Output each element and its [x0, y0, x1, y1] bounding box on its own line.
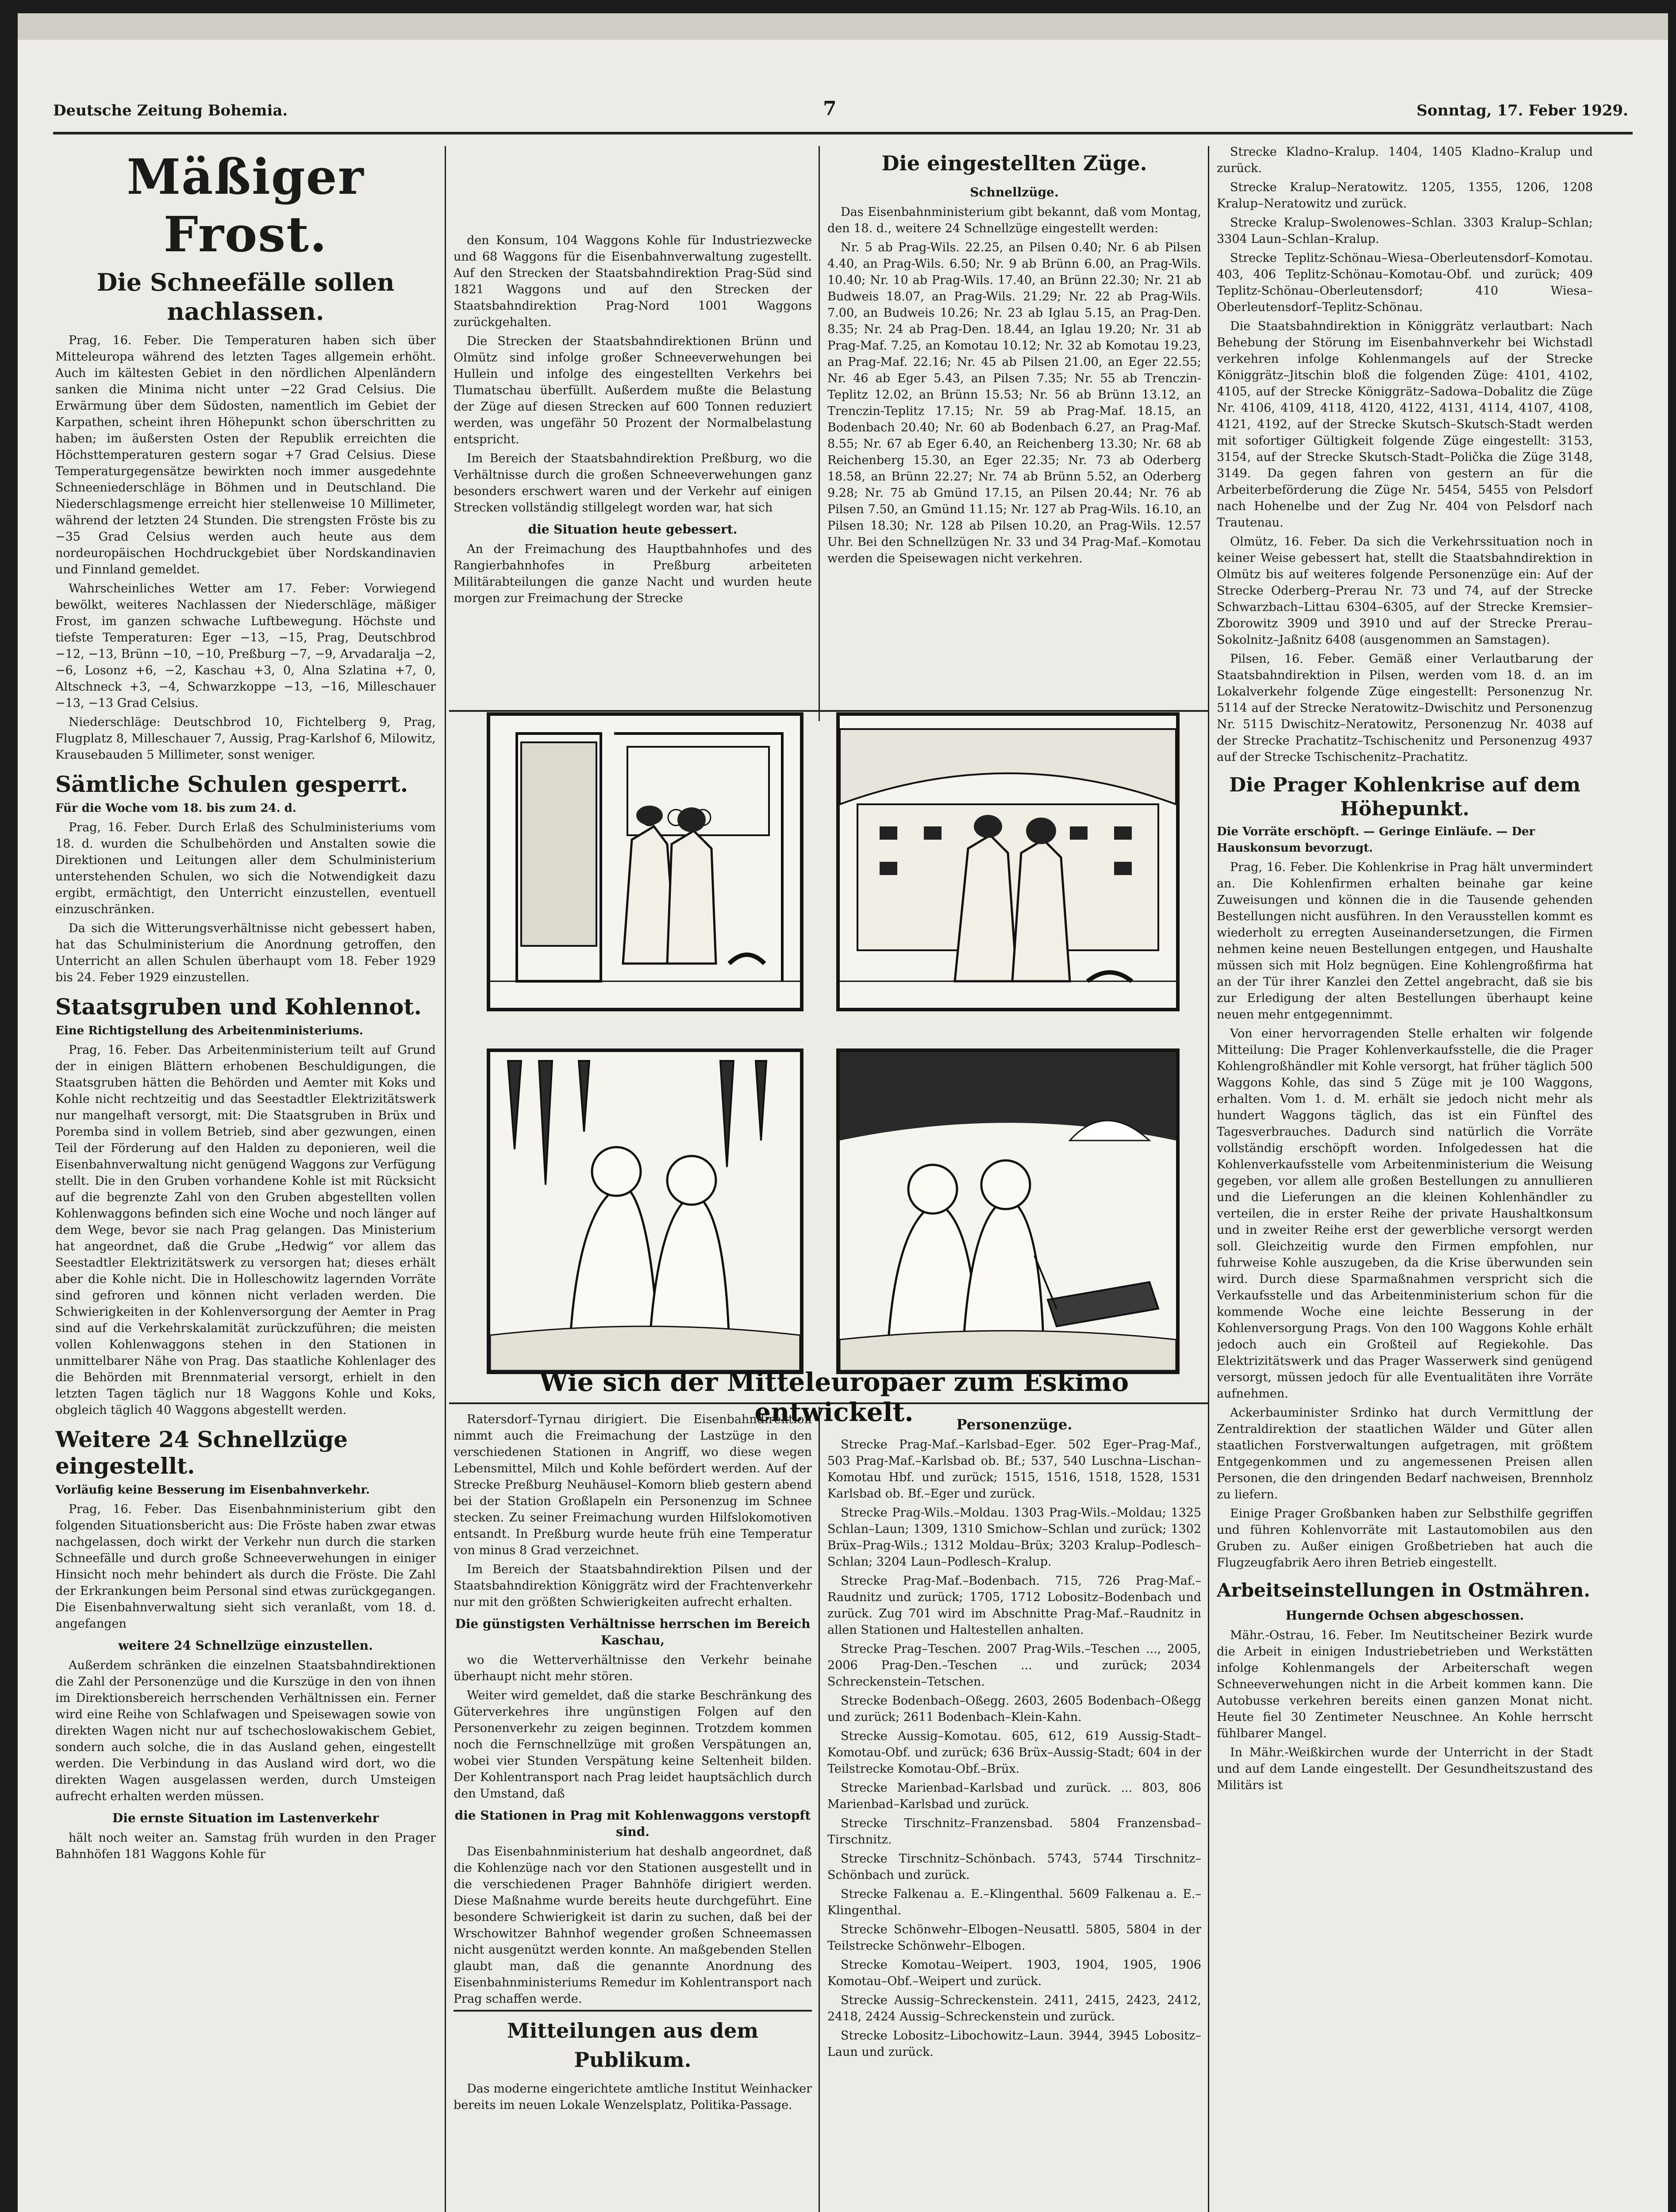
- article-paragraph: Von einer hervorragenden Stelle erhalten wir folgende Mitteilung: Die Prager Kohlenverkaufsstelle, die die Prager Kohlengroßhändler mit Kohle versorgt, hat früher täglich 500 Waggons Kohle, das sind 5 Züge mit je 100 Waggons, erhalten. Vom 1. d. M. erhält sie jedoch nicht mehr als hundert Waggons täglich, das ist ein Fünftel des Tagesverbrauches. Dadurch sind natürlich die Vorräte vollständig erschöpft worden. Infolgedessen hat die Kohlenverkaufsstelle vom Arbeitenministerium die Weisung gegeben, vor allem alle großen Bestellungen zu annullieren und die Lieferungen an die kleinen Kohlenhändler zu verteilen, die in erster Reihe der private Haushaltkonsum und in zweiter Reihe erst der gewerbliche versorgt werden soll. Gleichzeitig wurde den Firmen empfohlen, nur fuhrweise Kohle auszugeben, da die Krise überwunden sein wird. Durch diese Sparmaßnahmen verspricht sich die Verkaufsstelle und das Arbeitenministerium schon für die kommende Woche eine leichte Besserung in der Kohlenversorgung Prags. Von den 100 Waggons Kohle erhält jedoch auch ein Großteil auf Regiekohle. Das Elektrizitätswerk und das Prager Wasserwerk sind genügend versorgt, müssen jedoch für alle Eventualitäten ihre Vorräte aufnehmen.: [1217, 1027, 1593, 1401]
- article-headline: Die Prager Kohlenkrise auf dem Höhepunkt.: [1229, 774, 1581, 820]
- article-headline: Personenzüge.: [956, 1416, 1072, 1433]
- cartoon-drawing-shop-window: [490, 716, 800, 1008]
- article-paragraph: Olmütz, 16. Feber. Da sich die Verkehrssituation noch in keiner Weise gebessert hat, stellt die Staatsbahndirektion in Olmütz bis auf weiteres folgende Personenzüge ein: Auf der Strecke Oderberg–Prerau Nr. 73 und 74, auf der Strecke Schwarzbach–Littau 6304–6305, auf der Strecke Kremsier–Zborowitz 3909 und 3910 und auf der Strecke Prerau–Sokolnitz–Jaßnitz 6408 (ausgenommen an Samstagen).: [1217, 535, 1593, 647]
- cartoon-drawing-icicles: [490, 1052, 800, 1371]
- paper-name: Deutsche Zeitung Bohemia.: [53, 102, 288, 119]
- article-paragraph: Im Bereich der Staatsbahndirektion Pilsen und der Staatsbahndirektion Königgrätz wird der Frachtenverkehr nur mit den größten Schwierigkeiten aufrecht erhalten.: [454, 1563, 812, 1609]
- cartoon-panel-3: [487, 1048, 803, 1374]
- article-paragraph: Einige Prager Großbanken haben zur Selbsthilfe gegriffen und führen Kohlenvorräte mit Lastautomobilen aus den Gruben zu. Außer einigen Großbetrieben hat auch die Flugzeugfabrik Aero ihren Betrieb eingestellt.: [1217, 1507, 1593, 1570]
- article-paragraph: Prag, 16. Feber. Durch Erlaß des Schulministeriums vom 18. d. wurden die Schulbehörden und Anstalten sowie die Direktionen und Leitungen aller dem Schulministerium unterstehenden Schulen, wo sich die Notwendigkeit dazu ergibt, ermächtigt, den Unterricht einzustellen, eventuell einzuschränken.: [55, 821, 436, 916]
- cartoon-illustration: [460, 712, 1208, 1385]
- article-paragraph: Strecke Aussig–Komotau. 605, 612, 619 Aussig-Stadt–Komotau-Obf. und zurück; 636 Brüx–Aussig-Stadt; 604 in der Teilstrecke Komotau-Obf.–Brüx.: [827, 1729, 1201, 1776]
- issue-date: Sonntag, 17. Feber 1929.: [1416, 102, 1628, 119]
- main-subheadline: Die Schneefälle sollen nachlassen.: [96, 268, 395, 326]
- article-paragraph: Das moderne eingerichtete amtliche Institut Weinhacker bereits im neuen Lokale Wenzelsplatz, Politika-Passage.: [454, 2082, 812, 2112]
- article-paragraph: Strecke Kladno–Kralup. 1404, 1405 Kladno–Kralup und zurück.: [1217, 145, 1593, 175]
- article-kicker: die Situation heute gebessert.: [528, 522, 738, 537]
- article-paragraph: Das Eisenbahnministerium hat deshalb angeordnet, daß die Kohlenzüge nach vor den Stationen ausgestellt und in die verschiedenen Prager Bahnhöfe dirigiert werden. Diese Maßnahme wurde bereits heute durchgeführt. Eine besondere Schwierigkeit ist darin zu suchen, daß bei der Wrschowitzer Bahnhof wegender großen Schneemassen nicht ausgenützt werden konnte. An maßgebenden Stellen glaubt man, daß die genannte Anordnung des Eisenbahnministeriums Remedur im Kohlentransport nach Prag schaffen werde.: [454, 1845, 812, 2006]
- article-paragraph: Strecke Prag-Maf.–Karlsbad–Eger. 502 Eger–Prag-Maf., 503 Prag-Maf.–Karlsbad ob. Bf.; 537, 540 Luschna–Lischan–Komotau Hbf. und zurück; 1515, 1516, 1518, 1528, 1531 Karlsbad ob. Bf.–Eger und zurück.: [827, 1438, 1201, 1501]
- article-kicker: weitere 24 Schnellzüge einzustellen.: [118, 1638, 373, 1653]
- column-3-upper: [827, 146, 1201, 706]
- column-2-lower: [454, 1411, 812, 2212]
- page-number: 7: [823, 97, 837, 120]
- article-paragraph: Strecke Tirschnitz–Schönbach. 5743, 5744 Tirschnitz–Schönbach und zurück.: [827, 1852, 1201, 1882]
- article-headline: Weitere 24 Schnellzüge eingestellt.: [55, 1426, 348, 1479]
- main-headline: Mäßiger Frost.: [127, 148, 365, 263]
- article-kicker: Eine Richtigstellung des Arbeitenministeriums.: [55, 1024, 363, 1037]
- scan-edge: [18, 13, 1668, 40]
- article-paragraph: Strecke Komotau–Weipert. 1903, 1904, 1905, 1906 Komotau–Obf.–Weipert und zurück.: [827, 1958, 1201, 1988]
- article-paragraph: Da sich die Witterungsverhältnisse nicht gebessert haben, hat das Schulministerium die Anordnung getroffen, den Unterricht an allen Schulen überhaupt vom 18. Feber 1929 bis 24. Feber 1929 einzustellen.: [55, 922, 436, 984]
- article-paragraph: Strecke Bodenbach–Oßegg. 2603, 2605 Bodenbach–Oßegg und zurück; 2611 Bodenbach–Klein-Kahn.: [827, 1694, 1201, 1724]
- article-paragraph: Strecke Kralup–Swolenowes–Schlan. 3303 Kralup–Schlan; 3304 Laun–Schlan–Kralup.: [1217, 216, 1593, 246]
- article-headline: Sämtliche Schulen gesperrt.: [55, 771, 408, 797]
- article-paragraph: Strecke Teplitz-Schönau–Wiesa–Oberleutensdorf–Komotau. 403, 406 Teplitz-Schönau–Komotau-Obf. und zurück; 409 Teplitz-Schönau–Oberleutensdorf; 410 Wiesa–Oberleutensdorf–Teplitz-Schönau.: [1217, 251, 1593, 314]
- article-paragraph: Prag, 16. Feber. Das Arbeitenministerium teilt auf Grund der in einigen Blättern erhobenen Beschuldigungen, die Staatsgruben hätten die Behörden und Aemter mit Koks und Kohle nicht rechtzeitig und das Seestadtler Elektrizitätswerk nur mangelhaft versorgt, mit: Die Staatsgruben in Brüx und Poremba sind in vollem Betrieb, sind aber gezwungen, einen Teil der Förderung auf den Halden zu deponieren, weil die Eisenbahnverwaltung nicht genügend Waggons zur Verfügung stellt. Die in den Gruben vorhandene Kohle ist mit Rücksicht auf die begrenzte Zahl von den Gruben abgestellten vollen Kohlenwaggons befinden sich eine Woche und noch länger auf dem Wege, bevor sie nach Prag gelangen. Das Ministerium hat angeordnet, daß die Grube „Hedwig“ vor allem das Seestadtler Elektrizitätswerk zu versorgen hat; dieses erhält aber die Kohle nicht. Die in Holleschowitz lagernden Vorräte sind gefroren und können nicht verladen werden. Die Schwierigkeiten in der Kohlenversorgung der Aemter in Prag sind auf die Verkehrskalamität zurückzuführen; die meisten vollen Kohlenwaggons stehen in den Stationen in unmittelbarer Nähe von Prag. Das staatliche Kohlenlager des die Behörden mit Brennmaterial versorgt, erhielt in den letzten Tagen täglich nur 18 Waggons Kohle und Koks, obgleich täglich 40 Waggons abgestellt werden.: [55, 1043, 436, 1417]
- article-kicker: Hungernde Ochsen abgeschossen.: [1285, 1608, 1524, 1623]
- article-paragraph: Strecke Tirschnitz–Franzensbad. 5804 Franzensbad–Tirschnitz.: [827, 1816, 1201, 1847]
- section-rule: [449, 710, 1208, 712]
- article-paragraph: Die Strecken der Staatsbahndirektionen Brünn und Olmütz sind infolge großer Schneeverwehungen bei Hullein und infolge des eingestellten Verkehrs bei Tlumatschau überfüllt. Außerdem mußte die Belastung der Züge auf diesen Strecken auf 600 Tonnen reduziert werden, was ungefähr 50 Prozent der Normalbelastung entspricht.: [454, 334, 812, 446]
- column-4: [1217, 144, 1593, 2212]
- masthead-rule: [53, 132, 1633, 134]
- article-paragraph: Strecke Marienbad–Karlsbad und zurück. ... 803, 806 Marienbad–Karlsbad und zurück.: [827, 1781, 1201, 1811]
- article-paragraph: Strecke Prag–Teschen. 2007 Prag-Wils.–Teschen ..., 2005, 2006 Prag-Den.–Teschen ... und zurück; 2034 Schreckenstein–Tetschen.: [827, 1642, 1201, 1689]
- article-headline: Staatsgruben und Kohlennot.: [55, 994, 422, 1020]
- article-paragraph: An der Freimachung des Hauptbahnhofes und des Rangierbahnhofes in Preßburg arbeiteten Militärabteilungen die ganze Nacht und wurden heute morgen zur Freimachung der Strecke: [454, 542, 812, 605]
- article-paragraph: Strecke Prag-Wils.–Moldau. 1303 Prag-Wils.–Moldau; 1325 Schlan–Laun; 1309, 1310 Smichow–Schlan und zurück; 1302 Brüx–Prag-Wils.; 1312 Moldau–Brüx; 3203 Kralup–Podlesch–Schlan; 3204 Laun–Podlesch–Kralup.: [827, 1506, 1201, 1569]
- newspaper-page: [18, 13, 1668, 2212]
- article-kicker: Die Vorräte erschöpft. — Geringe Einläufe. — Der Hauskonsum bevorzugt.: [1217, 825, 1535, 855]
- cartoon-panel-4: [836, 1048, 1180, 1374]
- article-paragraph: Weiter wird gemeldet, daß die starke Beschränkung des Güterverkehres ihre ungünstigen Folgen auf den Personenverkehr zu zeigen beginnen. Trotzdem kommen noch die Fernschnellzüge mit großen Verspätungen an, wobei vier Stunden Verspätung keine Seltenheit bilden. Der Kohlentransport nach Prag leidet hauptsächlich durch den Umstand, daß: [454, 1689, 812, 1801]
- column-3-lower: [827, 1411, 1201, 2212]
- article-paragraph: Pilsen, 16. Feber. Gemäß einer Verlautbarung der Staatsbahndirektion in Pilsen, werden vom 18. d. an im Lokalverkehr folgende Züge eingestellt: Personenzug Nr. 5114 auf der Strecke Neratowitz–Dwischitz und Personenzug Nr. 5115 Dwischitz–Neratowitz, Personenzug Nr. 4038 auf der Strecke Prachatitz–Tschischenitz und Personenzug 4937 auf der Strecke Tschischenitz–Prachatitz.: [1217, 652, 1593, 764]
- article-kicker: Schnellzüge.: [970, 185, 1059, 200]
- article-paragraph: Strecke Prag-Maf.–Bodenbach. 715, 726 Prag-Maf.–Raudnitz und zurück; 1705, 1712 Lobositz–Bodenbach und zurück. Zug 701 wird im Abschnitte Prag-Maf.–Raudnitz in allen Stationen und Haltestellen anhalten.: [827, 1574, 1201, 1637]
- article-paragraph: Ackerbauminister Srdinko hat durch Vermittlung der Zentraldirektion der staatlichen Wälder und Güter allen staatlichen Forstverwaltungen aufgetragen, mit größtem Entgegenkommen und zu angemessenen Preisen allen Personen, die den dringenden Bedarf nachweisen, Brennholz zu liefern.: [1217, 1406, 1593, 1502]
- article-paragraph: Strecke Schönwehr–Elbogen–Neusattl. 5805, 5804 in der Teilstrecke Schönwehr–Elbogen.: [827, 1923, 1201, 1953]
- article-kicker: Vorläufig keine Besserung im Eisenbahnverkehr.: [55, 1483, 370, 1497]
- cartoon-drawing-eskimos-sled: [840, 1052, 1176, 1371]
- column-divider: [819, 1407, 820, 2212]
- article-paragraph: In Mähr.-Weißkirchen wurde der Unterricht in der Stadt und auf dem Lande eingestellt. Der Gesundheitszustand des Militärs ist: [1217, 1746, 1593, 1792]
- cartoon-drawing-snowy-street: [840, 716, 1176, 1008]
- article-paragraph: Strecke Kralup–Neratowitz. 1205, 1355, 1206, 1208 Kralup–Neratowitz und zurück.: [1217, 180, 1593, 211]
- article-paragraph: Prag, 16. Feber. Das Eisenbahnministerium gibt den folgenden Situationsbericht aus: Die Fröste haben zwar etwas nachgelassen, doch wirkt der Verkehr nun durch die starken Schneefälle und durch große Schneeverwehungen in einiger Hinsicht noch mehr behindert als durch die Fröste. Die Zahl der Erkrankungen beim Personal sind etwas zurückgegangen. Die Eisenbahnverwaltung sieht sich veranlaßt, vom 18. d. angefangen: [55, 1502, 436, 1631]
- article-paragraph: Ratersdorf–Tyrnau dirigiert. Die Eisenbahndirektion nimmt auch die Freimachung der Lastzüge in den verschiedenen Stationen in Angriff, wo diese wegen Lebensmittel, Milch und Kohle befördert werden. Auf der Strecke Preßburg Neuhäusel–Komorn blieb gestern abend bei der Station Großlapeln ein Personenzug im Schnee stecken. Zu seiner Freimachung wurden Hilfslokomotiven entsandt. In Preßburg wurde heute früh eine Temperatur von minus 8 Grad verzeichnet.: [454, 1413, 812, 1557]
- article-paragraph: Prag, 16. Feber. Die Kohlenkrise in Prag hält unvermindert an. Die Kohlenfirmen erhalten beinahe gar keine Zuweisungen und können die in die Tausende gehenden Bestellungen nicht ausführen. In den Verausstellen kommt es wiederholt zu erregten Auseinandersetzungen, die Firmen nehmen keine neuen Bestellungen entgegen, und Haushalte müssen sich mit Holz begnügen. Eine Kohlengroßfirma hat an der Tür ihrer Kanzlei den Zettel angebracht, daß sie bis zur Erledigung der alten Bestellungen überhaupt keine neuen mehr entgegennimmt.: [1217, 860, 1593, 1022]
- article-kicker: Die ernste Situation im Lastenverkehr: [112, 1811, 379, 1825]
- article-paragraph: Prag, 16. Feber. Die Temperaturen haben sich über Mitteleuropa während des letzten Tages allgemein erhöht. Auch im kältesten Gebiet in den nördlichen Alpenländern sanken die Minima nicht unter −22 Grad Celsius. Die Erwärmung über dem Südosten, namentlich im Gebiet der Karpathen, scheint ihren Höhepunkt schon überschritten zu haben; im äußersten Osten der Republik erreichten die Höchsttemperaturen gestern sogar +7 Grad Celsius. Diese Temperaturgegensätze bewirkten noch immer ausgedehnte Schneeniederschläge in Böhmen und in Deutschland. Die Niederschlagsmenge erreicht hier stellenweise 10 Millimeter, während der letzten 24 Stunden. Die strengsten Fröste bis zu −35 Grad Celsius werden auch heute aus dem nordeuropäischen Hochdruckgebiet über Nordskandinavien und Finnland gemeldet.: [55, 334, 436, 576]
- article-paragraph: Nr. 5 ab Prag-Wils. 22.25, an Pilsen 0.40; Nr. 6 ab Pilsen 4.40, an Prag-Wils. 6.50; Nr. 9 ab Brünn 6.00, an Prag-Wils. 10.40; Nr. 10 ab Prag-Wils. 17.40, an Brünn 22.30; Nr. 21 ab Budweis 18.07, an Prag-Wils. 21.29; Nr. 22 ab Prag-Wils. 7.00, an Budweis 10.26; Nr. 23 ab Iglau 5.15, an Prag-Den. 8.35; Nr. 24 ab Prag-Den. 18.44, an Iglau 19.20; Nr. 31 ab Prag-Maf. 7.25, an Komotau 10.12; Nr. 32 ab Komotau 19.23, an Prag-Maf. 22.16; Nr. 45 ab Pilsen 21.00, an Eger 22.55; Nr. 46 ab Eger 5.43, an Pilsen 7.35; Nr. 55 ab Trenczin-Teplitz 12.02, an Brünn 15.53; Nr. 56 ab Brünn 13.12, an Trenczin-Teplitz 17.15; Nr. 59 ab Prag-Maf. 18.15, an Bodenbach 20.40; Nr. 60 ab Bodenbach 6.27, an Prag-Maf. 8.55; Nr. 67 ab Eger 6.40, an Reichenberg 13.30; Nr. 68 ab Reichenberg 15.30, an Eger 22.35; Nr. 73 ab Oderberg 18.58, an Brünn 22.27; Nr. 74 ab Brünn 5.52, an Oderberg 9.28; Nr. 75 ab Gmünd 17.15, an Pilsen 20.44; Nr. 76 ab Pilsen 7.50, an Gmünd 11.15; Nr. 127 ab Prag-Wils. 16.10, an Pilsen 18.30; Nr. 128 ab Pilsen 10.20, an Prag-Wils. 12.57 Uhr. Bei den Schnellzügen Nr. 33 und 34 Prag-Maf.–Komotau werden die Speisewagen nicht verkehren.: [827, 241, 1201, 565]
- article-paragraph: den Konsum, 104 Waggons Kohle für Industriezwecke und 68 Waggons für die Eisenbahnverwaltung zugestellt. Auf den Strecken der Staatsbahndirektion Prag-Süd sind 1821 Waggons und auf den Strecken der Staatsbahndirektion Prag-Nord 1001 Waggons zurückgehalten.: [454, 234, 812, 329]
- article-paragraph: wo die Wetterverhältnisse den Verkehr beinahe überhaupt nicht mehr stören.: [454, 1653, 812, 1683]
- cartoon-caption: Wie sich der Mitteleuropäer zum Eskimo entwickelt.: [539, 1367, 1129, 1427]
- article-paragraph: Strecke Aussig–Schreckenstein. 2411, 2415, 2423, 2412, 2418, 2424 Aussig–Schreckenstein und zurück.: [827, 1993, 1201, 2024]
- column-divider: [445, 721, 446, 2212]
- article-paragraph: Die Staatsbahndirektion in Königgrätz verlautbart: Nach Behebung der Störung im Eisenbahnverkehr bei Wichstadl verkehren infolge Kohlenmangels auf der Strecke Königgrätz–Jitschin bloß die folgenden Züge: 4101, 4102, 4105, auf der Strecke Königgrätz–Sadowa–Dobalitz die Züge Nr. 4106, 4109, 4118, 4120, 4122, 4131, 4114, 4107, 4108, 4121, 4192, auf der Strecke Skutsch–Skutsch-Stadt werden mit sofortiger Gültigkeit folgende Züge eingestellt: 3153, 3154, auf der Strecke Skutsch-Stadt–Polička die Züge 3148, 3149. Da gegen fahren von gestern an für die Arbeiterbeförderung die Züge Nr. 5454, 5455 von Pelsdorf nach Hohenelbe und der Zug Nr. 404 von Pelsdorf nach Trautenau.: [1217, 319, 1593, 530]
- article-headline: Arbeitseinstellungen in Ostmähren.: [1217, 1579, 1590, 1601]
- masthead: [53, 97, 1628, 128]
- cartoon-panel-2: [836, 712, 1180, 1011]
- article-paragraph: Niederschläge: Deutschbrod 10, Fichtelberg 9, Prag, Flugplatz 8, Milleschauer 7, Aussig, Prag-Karlshof 6, Milowitz, Krausebauden 5 Millimeter, sonst weniger.: [55, 715, 436, 762]
- cartoon-panel-1: [487, 712, 803, 1011]
- column-divider: [819, 146, 820, 721]
- article-paragraph: Das Eisenbahnministerium gibt bekannt, daß vom Montag, den 18. d., weitere 24 Schnellzüge eingestellt werden:: [827, 205, 1201, 235]
- article-headline: Mitteilungen aus dem Publikum.: [454, 2010, 812, 2074]
- article-paragraph: Im Bereich der Staatsbahndirektion Preßburg, wo die Verhältnisse durch die großen Schneeverwehungen ganz besonders erschwert waren und der Verkehr auf einigen Strecken vollständig stillgelegt worden war, hat sich: [454, 452, 812, 515]
- column-2-upper: [454, 232, 812, 706]
- article-paragraph: hält noch weiter an. Samstag früh wurden in den Prager Bahnhöfen 181 Waggons Kohle für: [55, 1831, 436, 1861]
- article-paragraph: Strecke Lobositz–Libochowitz–Laun. 3944, 3945 Lobositz–Laun und zurück.: [827, 2029, 1201, 2059]
- column-divider: [445, 146, 446, 721]
- article-paragraph: Wahrscheinliches Wetter am 17. Feber: Vorwiegend bewölkt, weiteres Nachlassen der Niederschläge, mäßiger Frost, im ganzen schwache Luftbewegung. Höchste und tiefste Temperaturen: Eger −13, −15, Prag, Deutschbrod −12, −13, Brünn −10, −10, Preßburg −7, −9, Arvadaralja −2, −6, Losonz +6, −2, Kaschau +3, 0, Alna Szlatina +7, 0, Altschneck +3, −4, Schwarzkoppe −13, −16, Milleschauer −13, −13 Grad Celsius.: [55, 582, 436, 710]
- article-kicker: die Stationen in Prag mit Kohlenwaggons verstopft sind.: [454, 1808, 811, 1839]
- article-kicker: Die günstigsten Verhältnisse herrschen im Bereich Kaschau,: [455, 1617, 811, 1647]
- article-paragraph: Strecke Falkenau a. E.–Klingenthal. 5609 Falkenau a. E.–Klingenthal.: [827, 1887, 1201, 1917]
- column-1: [55, 144, 436, 2212]
- article-paragraph: Außerdem schränken die einzelnen Staatsbahndirektionen die Zahl der Personenzüge und die Kurszüge in den von ihnen im Direktionsbereich herrschenden Verhältnissen ein. Ferner wird eine Reihe von Schlafwagen und Speisewagen sowie von direkten Wagen nicht nur auf tschechoslowakischem Gebiet, sondern auch solche, die in das Ausland gehen, eingestellt werden. Die Verbindung in das Ausland wird dort, wo die direkten Wagen ausgelassen werden, durch Umsteigen aufrecht erhalten werden müssen.: [55, 1659, 436, 1803]
- article-kicker: Für die Woche vom 18. bis zum 24. d.: [55, 802, 296, 815]
- article-paragraph: Mähr.-Ostrau, 16. Feber. Im Neutitscheiner Bezirk wurde die Arbeit in einigen Industriebetrieben und Werkstätten infolge Kohlenmangels der Arbeiterschaft wegen Schneeverwehungen nicht in die Arbeit kommen kann. Die Autobusse verkehren bereits einen ganzen Monat nicht. Heute fiel 30 Zentimeter Neuschnee. An Kohle herrscht fühlbarer Mangel.: [1217, 1628, 1593, 1740]
- article-headline: Die eingestellten Züge.: [881, 151, 1147, 175]
- column-divider: [1208, 146, 1209, 2212]
